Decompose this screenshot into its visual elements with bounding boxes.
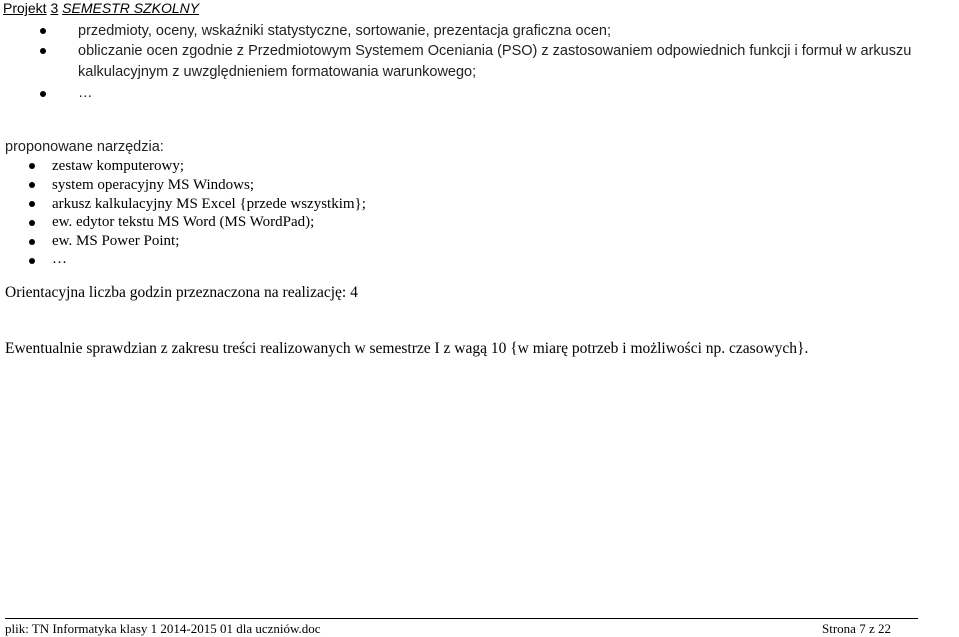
tool-item: … [52,251,67,267]
tool-item: system operacyjny MS Windows; [52,177,255,193]
topic-item: przedmioty, oceny, wskaźniki statystyczne, sortowanie, prezentacja graficzna ocen; [78,23,611,39]
title-word: Projekt [3,0,47,16]
bullet-icon [29,239,35,245]
hours-text: Orientacyjna liczba godzin przeznaczona na realizację: 4 [5,284,358,301]
topic-item: … [78,85,93,101]
page-title [3,0,199,17]
bullet-icon [40,48,46,54]
test-text: Ewentualnie sprawdzian z zakresu treści realizowanych w semestrze I z wagą 10 {w miarę potrzeb i możliwości np. czasowych}. [5,340,809,357]
topic-item-continuation: kalkulacyjnym z uwzględnieniem formatowania warunkowego; [78,64,477,80]
bullet-icon [40,91,46,97]
title-number: 3 [50,0,59,16]
title-semester: SEMESTR SZKOLNY [62,0,200,16]
footer-page-number: Strona 7 z 22 [822,621,891,636]
bullet-icon [29,201,35,207]
bullet-icon [29,220,35,226]
tool-item: ew. MS Power Point; [52,233,180,249]
tool-item: arkusz kalkulacyjny MS Excel {przede wszystkim}; [52,196,366,212]
bullet-icon [29,163,35,169]
tools-label: proponowane narzędzia: [5,139,164,155]
footer-filename: plik: TN Informatyka klasy 1 2014-2015 01 dla uczniów.doc [5,621,321,636]
tool-item: ew. edytor tekstu MS Word (MS WordPad); [52,214,315,230]
bullet-icon [29,258,35,264]
tool-item: zestaw komputerowy; [52,158,185,174]
bullet-icon [29,182,35,188]
footer-divider [5,618,918,619]
topic-item: obliczanie ocen zgodnie z Przedmiotowym Systemem Oceniania (PSO) z zastosowaniem odpowiednich funkcji i formuł w arkuszu [78,43,912,59]
bullet-icon [40,28,46,34]
